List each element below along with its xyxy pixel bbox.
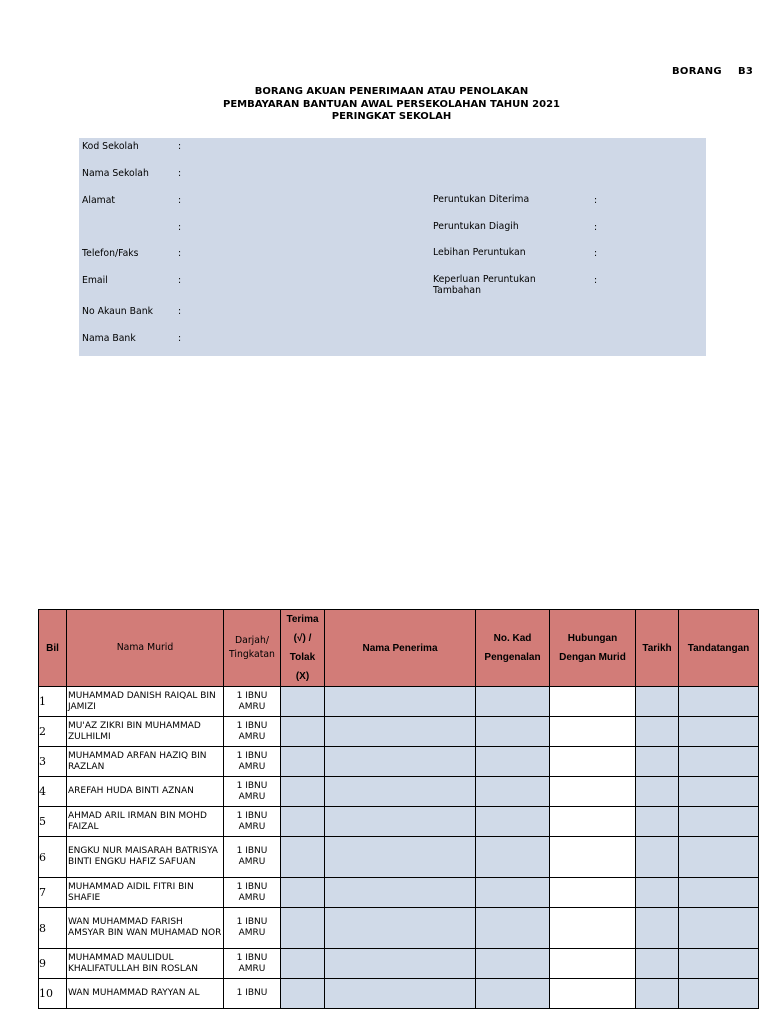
tandatangan-cell[interactable] — [679, 747, 759, 777]
tarikh-cell[interactable] — [636, 878, 679, 908]
table-row — [39, 949, 759, 979]
row-bil: 9 — [39, 949, 67, 979]
no-kad-cell[interactable] — [476, 908, 550, 949]
row-darjah: 1 IBNU AMRU — [224, 908, 281, 949]
row-student-name: ENGKU NUR MAISARAH BATRISYA BINTI ENGKU HAFIZ SAFUAN — [67, 837, 224, 878]
colon: : — [178, 141, 182, 152]
no-kad-cell[interactable] — [476, 979, 550, 1009]
table-row — [39, 777, 759, 807]
row-darjah: 1 IBNU AMRU — [224, 687, 281, 717]
row-student-name: MUHAMMAD DANISH RAIQAL BIN JAMIZI — [67, 687, 224, 717]
title-line-1: BORANG AKUAN PENERIMAAN ATAU PENOLAKAN — [254, 86, 529, 97]
row-darjah: 1 IBNU AMRU — [224, 717, 281, 747]
label-keperluan-peruntukan: Keperluan Peruntukan Tambahan — [433, 274, 536, 296]
tarikh-cell[interactable] — [636, 979, 679, 1009]
terima-cell[interactable] — [281, 777, 325, 807]
header-tarikh: Tarikh — [636, 610, 679, 687]
table-row — [39, 908, 759, 949]
header-terima-tolak: Terima (√) / Tolak (X) — [281, 610, 325, 687]
colon: : — [594, 222, 598, 233]
nama-penerima-cell[interactable] — [325, 837, 476, 878]
label-nama-sekolah: Nama Sekolah — [82, 168, 149, 179]
row-bil: 2 — [39, 717, 67, 747]
row-darjah: 1 IBNU AMRU — [224, 777, 281, 807]
hubungan-cell[interactable] — [550, 687, 636, 717]
tandatangan-cell[interactable] — [679, 979, 759, 1009]
form-code-number: B3 — [737, 66, 754, 77]
nama-penerima-cell[interactable] — [325, 908, 476, 949]
tarikh-cell[interactable] — [636, 777, 679, 807]
tarikh-cell[interactable] — [636, 807, 679, 837]
no-kad-cell[interactable] — [476, 837, 550, 878]
label-nama-bank: Nama Bank — [82, 333, 136, 344]
tarikh-cell[interactable] — [636, 717, 679, 747]
tandatangan-cell[interactable] — [679, 777, 759, 807]
hubungan-cell[interactable] — [550, 878, 636, 908]
table-row — [39, 878, 759, 908]
title-line-3: PERINGKAT SEKOLAH — [331, 111, 452, 122]
terima-cell[interactable] — [281, 747, 325, 777]
row-student-name: AREFAH HUDA BINTI AZNAN — [67, 777, 224, 807]
row-darjah: 1 IBNU AMRU — [224, 878, 281, 908]
table-row — [39, 687, 759, 717]
no-kad-cell[interactable] — [476, 687, 550, 717]
tandatangan-cell[interactable] — [679, 717, 759, 747]
colon: : — [178, 168, 182, 179]
row-bil: 1 — [39, 687, 67, 717]
terima-cell[interactable] — [281, 878, 325, 908]
label-kod-sekolah: Kod Sekolah — [82, 141, 139, 152]
label-no-akaun-bank: No Akaun Bank — [82, 306, 153, 317]
header-nama-murid: Nama Murid — [67, 610, 224, 687]
table-row — [39, 837, 759, 878]
tandatangan-cell[interactable] — [679, 687, 759, 717]
form-code — [672, 66, 753, 77]
header-hubungan: Hubungan Dengan Murid — [550, 610, 636, 687]
terima-cell[interactable] — [281, 687, 325, 717]
nama-penerima-cell[interactable] — [325, 747, 476, 777]
table-row — [39, 979, 759, 1009]
tarikh-cell[interactable] — [636, 837, 679, 878]
colon: : — [594, 275, 598, 286]
no-kad-cell[interactable] — [476, 949, 550, 979]
nama-penerima-cell[interactable] — [325, 687, 476, 717]
row-student-name: WAN MUHAMMAD RAYYAN AL — [67, 979, 224, 1009]
hubungan-cell[interactable] — [550, 717, 636, 747]
colon: : — [594, 195, 598, 206]
tandatangan-cell[interactable] — [679, 807, 759, 837]
colon: : — [178, 333, 182, 344]
label-alamat: Alamat — [82, 195, 116, 206]
table-header-row — [39, 610, 759, 687]
row-bil: 6 — [39, 837, 67, 878]
row-bil: 4 — [39, 777, 67, 807]
header-bil: Bil — [39, 610, 67, 687]
tandatangan-cell[interactable] — [679, 908, 759, 949]
school-info-panel — [79, 138, 706, 356]
terima-cell[interactable] — [281, 717, 325, 747]
row-bil: 7 — [39, 878, 67, 908]
nama-penerima-cell[interactable] — [325, 878, 476, 908]
no-kad-cell[interactable] — [476, 777, 550, 807]
colon: : — [178, 222, 182, 233]
tarikh-cell[interactable] — [636, 949, 679, 979]
row-darjah: 1 IBNU — [224, 979, 281, 1009]
row-bil: 8 — [39, 908, 67, 949]
colon: : — [178, 306, 182, 317]
hubungan-cell[interactable] — [550, 747, 636, 777]
hubungan-cell[interactable] — [550, 777, 636, 807]
tarikh-cell[interactable] — [636, 908, 679, 949]
label-peruntukan-diagih: Peruntukan Diagih — [433, 221, 519, 232]
table-row — [39, 807, 759, 837]
hubungan-cell[interactable] — [550, 807, 636, 837]
header-tandatangan: Tandatangan — [679, 610, 759, 687]
row-student-name: AHMAD ARIL IRMAN BIN MOHD FAIZAL — [67, 807, 224, 837]
row-student-name: WAN MUHAMMAD FARISH AMSYAR BIN WAN MUHAMAD NOR — [67, 908, 224, 949]
row-bil: 10 — [39, 979, 67, 1009]
student-table — [38, 609, 759, 1009]
terima-cell[interactable] — [281, 979, 325, 1009]
no-kad-cell[interactable] — [476, 807, 550, 837]
colon: : — [594, 248, 598, 259]
row-student-name: MUHAMMAD AIDIL FITRI BIN SHAFIE — [67, 878, 224, 908]
tandatangan-cell[interactable] — [679, 949, 759, 979]
row-darjah: 1 IBNU AMRU — [224, 949, 281, 979]
tandatangan-cell[interactable] — [679, 837, 759, 878]
row-darjah: 1 IBNU AMRU — [224, 837, 281, 878]
table-row — [39, 747, 759, 777]
row-bil: 3 — [39, 747, 67, 777]
nama-penerima-cell[interactable] — [325, 949, 476, 979]
row-student-name: MUHAMMAD MAULIDUL KHALIFATULLAH BIN ROSLAN — [67, 949, 224, 979]
no-kad-cell[interactable] — [476, 717, 550, 747]
terima-cell[interactable] — [281, 837, 325, 878]
form-title — [0, 86, 768, 124]
nama-penerima-cell[interactable] — [325, 777, 476, 807]
row-darjah: 1 IBNU AMRU — [224, 747, 281, 777]
hubungan-cell[interactable] — [550, 979, 636, 1009]
colon: : — [178, 248, 182, 259]
label-email: Email — [82, 275, 108, 286]
tarikh-cell[interactable] — [636, 747, 679, 777]
header-darjah: Darjah/ Tingkatan — [224, 610, 281, 687]
header-nama-penerima: Nama Penerima — [325, 610, 476, 687]
form-code-word: BORANG — [672, 66, 722, 77]
no-kad-cell[interactable] — [476, 878, 550, 908]
no-kad-cell[interactable] — [476, 747, 550, 777]
row-student-name: MU'AZ ZIKRI BIN MUHAMMAD ZULHILMI — [67, 717, 224, 747]
row-bil: 5 — [39, 807, 67, 837]
nama-penerima-cell[interactable] — [325, 979, 476, 1009]
label-telefon-faks: Telefon/Faks — [82, 248, 139, 259]
tandatangan-cell[interactable] — [679, 878, 759, 908]
hubungan-cell[interactable] — [550, 908, 636, 949]
terima-cell[interactable] — [281, 807, 325, 837]
colon: : — [178, 275, 182, 286]
row-darjah: 1 IBNU AMRU — [224, 807, 281, 837]
colon: : — [178, 195, 182, 206]
terima-cell[interactable] — [281, 908, 325, 949]
hubungan-cell[interactable] — [550, 837, 636, 878]
header-no-kad: No. Kad Pengenalan — [476, 610, 550, 687]
label-lebihan-peruntukan: Lebihan Peruntukan — [433, 247, 526, 258]
nama-penerima-cell[interactable] — [325, 717, 476, 747]
label-peruntukan-diterima: Peruntukan Diterima — [433, 194, 530, 205]
nama-penerima-cell[interactable] — [325, 807, 476, 837]
hubungan-cell[interactable] — [550, 949, 636, 979]
table-row — [39, 717, 759, 747]
title-line-2: PEMBAYARAN BANTUAN AWAL PERSEKOLAHAN TAHUN 2021 — [223, 98, 560, 110]
row-student-name: MUHAMMAD ARFAN HAZIQ BIN RAZLAN — [67, 747, 224, 777]
tarikh-cell[interactable] — [636, 687, 679, 717]
terima-cell[interactable] — [281, 949, 325, 979]
